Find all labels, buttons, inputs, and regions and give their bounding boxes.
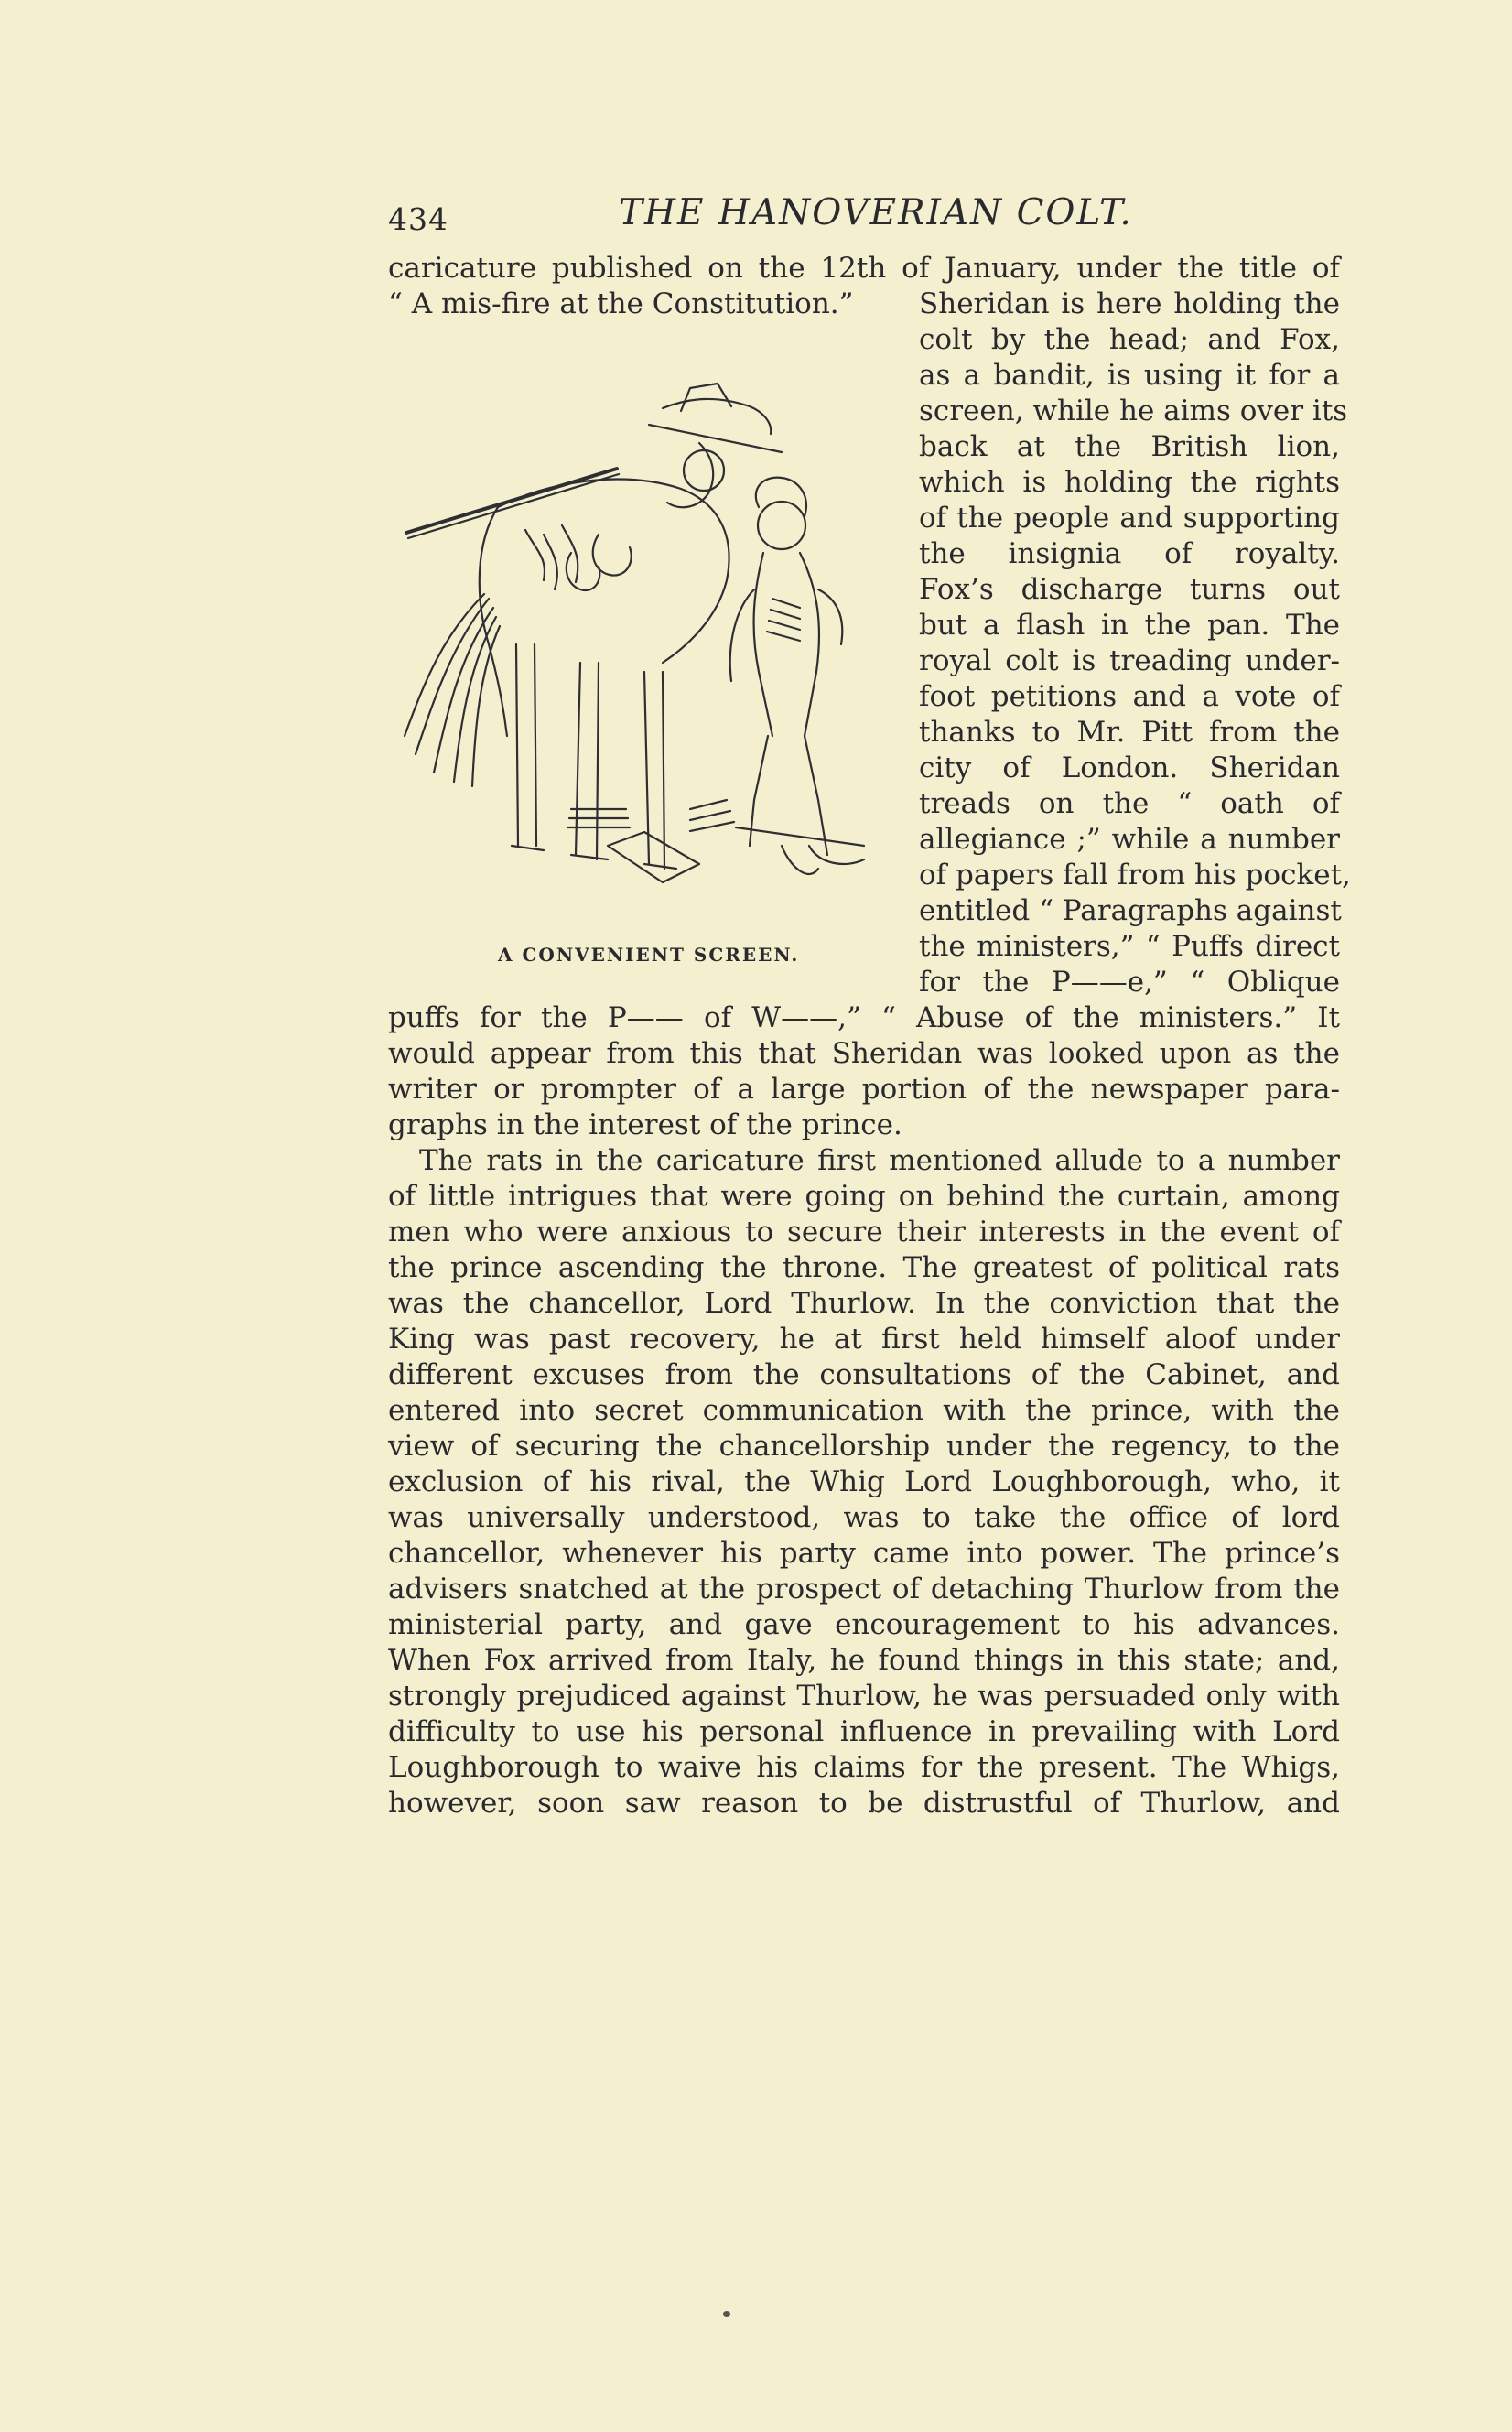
text-line: men who were anxious to secure their interests in the event of [388,1216,1340,1248]
text-line: of little intrigues that were going on behind the curtain, among [388,1180,1340,1213]
text-line: entered into secret communication with the prince, with the [388,1394,1340,1427]
text-line: the ministers,” “ Puffs direct [919,930,1340,963]
text-line: Fox’s discharge turns out [919,573,1340,606]
text-line: the prince ascending the throne. The greatest of political rats [388,1251,1340,1284]
text-line: foot petitions and a vote of [919,680,1340,713]
page-number: 434 [388,201,448,237]
text-line: “ A mis-fire at the Constitution.” [388,287,854,320]
text-line: screen, while he aims over its [919,395,1348,427]
text-line: different excuses from the consultations of the Cabinet, and [388,1358,1340,1391]
text-line: King was past recovery, he at first held himself aloof under [388,1323,1340,1356]
text-line: however, soon saw reason to be distrustful of Thurlow, and [388,1787,1340,1820]
text-line: as a bandit, is using it for a [919,359,1340,392]
text-line: When Fox arrived from Italy, he found things in this state; and, [388,1644,1340,1677]
text-line: colt by the head; and Fox, [919,323,1340,356]
figure-caption: A CONVENIENT SCREEN. [498,944,800,966]
running-title: THE HANOVERIAN COLT. [619,192,1133,233]
text-line: writer or prompter of a large portion of the newspaper para- [388,1073,1340,1106]
text-line: The rats in the caricature first mentioned allude to a number [419,1144,1340,1177]
text-line: exclusion of his rival, the Whig Lord Loughborough, who, it [388,1465,1340,1498]
text-line: thanks to Mr. Pitt from the [919,716,1340,749]
text-line: of papers fall from his pocket, [919,859,1351,892]
text-line: difficulty to use his personal influence in prevailing with Lord [388,1715,1340,1748]
text-line: would appear from this that Sheridan was looked upon as the [388,1037,1340,1070]
text-line: treads on the “ oath of [919,787,1340,820]
text-line: city of London. Sheridan [919,751,1340,784]
text-line: Loughborough to waive his claims for the present. The Whigs, [388,1751,1340,1784]
text-line: back at the British lion, [919,430,1340,463]
text-line: allegiance ;” while a number [919,823,1340,856]
text-line: caricature published on the 12th of January, under the title of [388,252,1340,285]
text-line: puffs for the P—— of W——,” “ Abuse of the ministers.” It [388,1001,1340,1034]
page-header [388,190,1340,245]
text-line: view of securing the chancellorship under the regency, to the [388,1430,1340,1463]
text-line: entitled “ Paragraphs against [919,894,1342,927]
text-line: graphs in the interest of the prince. [388,1108,902,1141]
text-line: of the people and supporting [919,502,1340,535]
text-line: which is holding the rights [919,466,1340,499]
text-line: was universally understood, was to take the office of lord [388,1501,1340,1534]
body-text [388,251,1351,1821]
text-line: chancellor, whenever his party came into power. The prince’s [388,1537,1340,1570]
text-line: the insignia of royalty. [919,537,1340,570]
text-line: Sheridan is here holding the [919,287,1340,320]
text-line: for the P——e,” “ Oblique [919,966,1340,999]
text-line: royal colt is treading under- [919,644,1340,677]
text-line: ministerial party, and gave encouragement to his advances. [388,1608,1340,1641]
text-line: advisers snatched at the prospect of detaching Thurlow from the [388,1573,1340,1605]
text-line: but a flash in the pan. The [919,609,1340,642]
text-line: was the chancellor, Lord Thurlow. In the conviction that the [388,1287,1340,1320]
text-line: strongly prejudiced against Thurlow, he was persuaded only with [388,1680,1340,1713]
ink-speck [723,2311,730,2317]
